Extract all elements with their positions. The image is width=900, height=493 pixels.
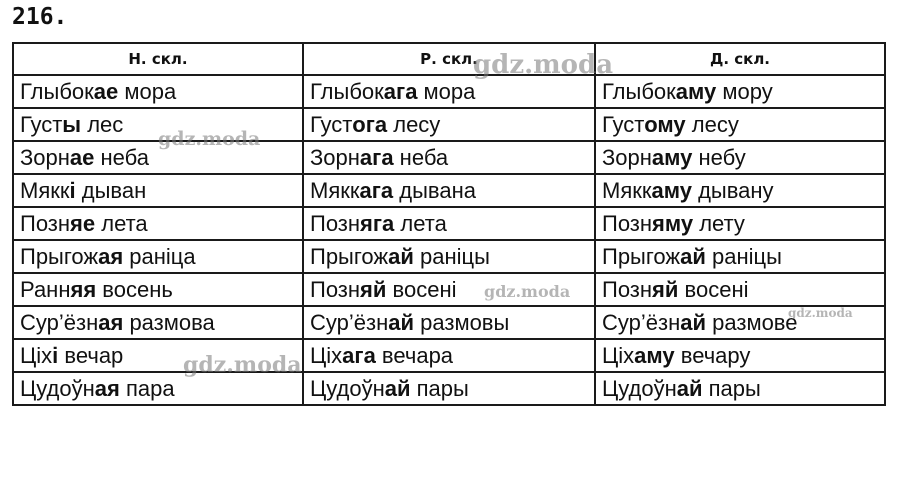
word-stem: Сур’ёзн <box>602 310 681 335</box>
word-stem: Цудоўн <box>602 376 677 401</box>
header-dative: Д. скл. <box>595 43 885 75</box>
word-ending: ога <box>352 112 388 137</box>
word-stem: Ранн <box>20 277 71 302</box>
word-ending: ая <box>98 244 124 269</box>
word-ending: яму <box>652 211 694 236</box>
cell-nominative <box>13 372 303 405</box>
word-stem: Густ <box>602 112 645 137</box>
noun-word: вечара <box>375 343 454 368</box>
noun-word: неба <box>393 145 449 170</box>
cell-nominative <box>13 306 303 339</box>
noun-word: размовы <box>414 310 510 335</box>
cell-nominative <box>13 108 303 141</box>
word-stem: Густ <box>20 112 63 137</box>
word-stem: Зорн <box>602 145 652 170</box>
noun-word: восень <box>96 277 173 302</box>
word-stem: Позн <box>602 277 653 302</box>
noun-word: вечару <box>674 343 751 368</box>
noun-word: мору <box>716 79 773 104</box>
cell-dative <box>595 306 885 339</box>
cell-dative <box>595 339 885 372</box>
word-stem: Глыбок <box>310 79 384 104</box>
cell-genitive <box>303 273 595 306</box>
word-ending: аму <box>651 178 692 203</box>
word-ending: ай <box>676 376 703 401</box>
cell-dative <box>595 240 885 273</box>
noun-word: неба <box>94 145 149 170</box>
noun-word: лес <box>81 112 124 137</box>
cell-genitive <box>303 141 595 174</box>
noun-word: раніцы <box>705 244 782 269</box>
noun-word: дывана <box>393 178 476 203</box>
cell-dative <box>595 108 885 141</box>
word-ending: ому <box>644 112 686 137</box>
word-ending: ай <box>680 310 707 335</box>
word-ending: ай <box>388 244 414 269</box>
watermark: gdz.moda <box>158 128 261 150</box>
word-ending: ага <box>383 79 418 104</box>
header-genitive: Р. скл. <box>303 43 595 75</box>
exercise-number: 216. <box>12 4 68 30</box>
word-ending: ай <box>384 376 411 401</box>
word-stem: Глыбок <box>602 79 676 104</box>
table-row <box>13 75 885 108</box>
table-row <box>13 306 885 339</box>
noun-word: пары <box>702 376 761 401</box>
word-stem: Мякк <box>20 178 70 203</box>
noun-word: дыван <box>75 178 147 203</box>
cell-genitive <box>303 240 595 273</box>
word-stem: Зорн <box>310 145 360 170</box>
cell-dative <box>595 141 885 174</box>
cell-genitive <box>303 75 595 108</box>
cell-genitive <box>303 306 595 339</box>
word-stem: Глыбок <box>20 79 94 104</box>
watermark: gdz.moda <box>484 282 571 301</box>
cell-genitive <box>303 174 595 207</box>
cell-nominative <box>13 273 303 306</box>
word-ending: і <box>69 178 76 203</box>
cell-genitive <box>303 207 595 240</box>
word-ending: аму <box>634 343 675 368</box>
table-row <box>13 141 885 174</box>
word-stem: Прыгож <box>20 244 99 269</box>
word-stem: Мякк <box>602 178 652 203</box>
cell-nominative <box>13 75 303 108</box>
noun-word: восені <box>386 277 457 302</box>
word-ending: ай <box>388 310 415 335</box>
word-ending: яя <box>70 277 97 302</box>
table-row <box>13 372 885 405</box>
word-stem: Прыгож <box>310 244 389 269</box>
table-row <box>13 339 885 372</box>
noun-word: размове <box>706 310 798 335</box>
word-stem: Ціх <box>310 343 343 368</box>
word-ending: ай <box>680 244 706 269</box>
word-ending: ае <box>69 145 95 170</box>
word-ending: ага <box>342 343 376 368</box>
word-stem: Цудоўн <box>20 376 95 401</box>
word-ending: яга <box>360 211 395 236</box>
table-row <box>13 273 885 306</box>
word-ending: ага <box>359 178 394 203</box>
header-nominative: Н. скл. <box>13 43 303 75</box>
cell-genitive <box>303 108 595 141</box>
cell-genitive <box>303 372 595 405</box>
word-ending: яй <box>652 277 679 302</box>
table-row <box>13 240 885 273</box>
cell-nominative <box>13 207 303 240</box>
noun-word: размова <box>123 310 215 335</box>
word-ending: ая <box>98 310 124 335</box>
noun-word: пары <box>410 376 469 401</box>
word-ending: яй <box>360 277 387 302</box>
word-stem: Сур’ёзн <box>20 310 99 335</box>
noun-word: мора <box>118 79 177 104</box>
noun-word: пара <box>119 376 175 401</box>
word-stem: Ціх <box>20 343 53 368</box>
word-ending: ага <box>359 145 394 170</box>
noun-word: вечар <box>58 343 124 368</box>
cell-dative <box>595 372 885 405</box>
word-stem: Зорн <box>20 145 70 170</box>
noun-word: раніца <box>123 244 196 269</box>
word-stem: Сур’ёзн <box>310 310 389 335</box>
word-stem: Позн <box>602 211 653 236</box>
word-stem: Позн <box>310 277 361 302</box>
watermark: gdz.moda <box>788 306 853 320</box>
watermark: gdz.moda <box>473 50 614 80</box>
cell-nominative <box>13 141 303 174</box>
word-ending: ая <box>94 376 120 401</box>
noun-word: дывану <box>691 178 774 203</box>
word-ending: ы <box>62 112 82 137</box>
noun-word: лесу <box>685 112 739 137</box>
word-ending: аму <box>651 145 693 170</box>
word-ending: і <box>52 343 59 368</box>
noun-word: лета <box>394 211 447 236</box>
word-stem: Ціх <box>602 343 635 368</box>
declension-table <box>12 42 886 406</box>
watermark: gdz.moda <box>183 352 302 378</box>
cell-nominative <box>13 240 303 273</box>
noun-word: лесу <box>387 112 441 137</box>
cell-nominative <box>13 174 303 207</box>
cell-dative <box>595 174 885 207</box>
word-stem: Мякк <box>310 178 360 203</box>
word-ending: яе <box>70 211 96 236</box>
noun-word: небу <box>692 145 746 170</box>
table-row <box>13 108 885 141</box>
word-stem: Цудоўн <box>310 376 385 401</box>
word-ending: ае <box>93 79 119 104</box>
noun-word: раніцы <box>413 244 490 269</box>
noun-word: лета <box>95 211 148 236</box>
word-stem: Прыгож <box>602 244 681 269</box>
cell-nominative <box>13 339 303 372</box>
cell-dative <box>595 207 885 240</box>
noun-word: восені <box>678 277 749 302</box>
table-row <box>13 207 885 240</box>
table-body <box>13 75 885 405</box>
word-ending: аму <box>675 79 717 104</box>
table-row <box>13 174 885 207</box>
noun-word: мора <box>417 79 476 104</box>
cell-dative <box>595 75 885 108</box>
word-stem: Позн <box>310 211 361 236</box>
word-stem: Густ <box>310 112 353 137</box>
word-stem: Позн <box>20 211 71 236</box>
cell-dative <box>595 273 885 306</box>
cell-genitive <box>303 339 595 372</box>
header-row <box>13 43 885 75</box>
noun-word: лету <box>693 211 745 236</box>
